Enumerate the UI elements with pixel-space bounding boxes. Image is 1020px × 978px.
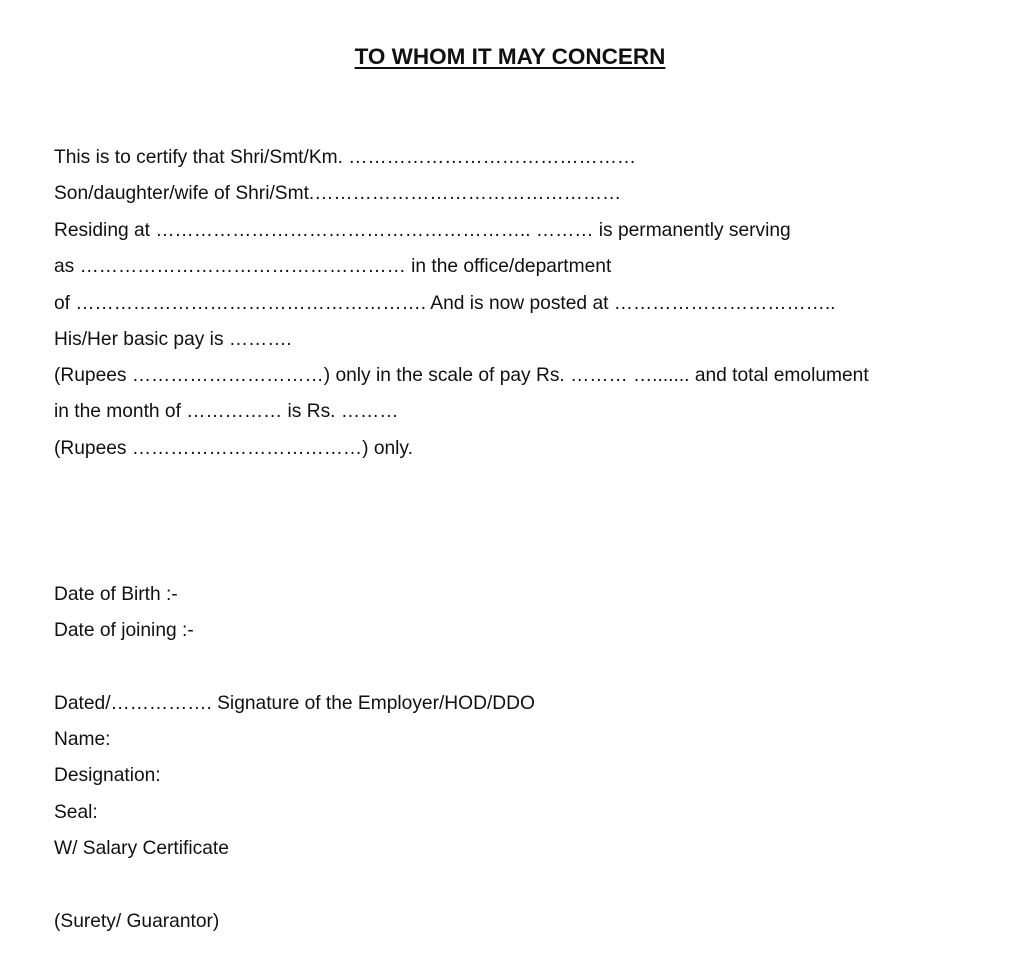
body-line-rupees-total: (Rupees ………………………………) only.: [54, 438, 413, 459]
body-line-department: of ………………………………………………. And is now posted at ……………………………..: [54, 293, 836, 314]
body-line-basic-pay: His/Her basic pay is ……….: [54, 329, 292, 350]
name-label: Name:: [54, 729, 111, 750]
body-line-certify: This is to certify that Shri/Smt/Km. ………………………………………: [54, 147, 637, 168]
dated-signature-line: Dated/……………. Signature of the Employer/HOD/DDO: [54, 693, 535, 714]
body-line-pay-scale: (Rupees …………………………) only in the scale of pay Rs. ……… …....... and total emolument: [54, 365, 869, 386]
date-of-joining-label: Date of joining :-: [54, 620, 194, 641]
designation-label: Designation:: [54, 765, 161, 786]
body-line-post: as …………………………………………… in the office/department: [54, 256, 612, 277]
seal-label: Seal:: [54, 802, 98, 823]
page-title: [0, 42, 1020, 72]
title-text: TO WHOM IT MAY CONCERN: [354, 44, 666, 69]
date-of-birth-label: Date of Birth :-: [54, 584, 178, 605]
surety-label: (Surety/ Guarantor): [54, 911, 220, 932]
body-line-residence: Residing at ………………………………………………….. ……… is permanently serving: [54, 220, 791, 241]
body-line-month: in the month of …………… is Rs. ………: [54, 401, 399, 422]
enclosure-label: W/ Salary Certificate: [54, 838, 229, 859]
body-line-relation: Son/daughter/wife of Shri/Smt.…………………………………………: [54, 183, 622, 204]
